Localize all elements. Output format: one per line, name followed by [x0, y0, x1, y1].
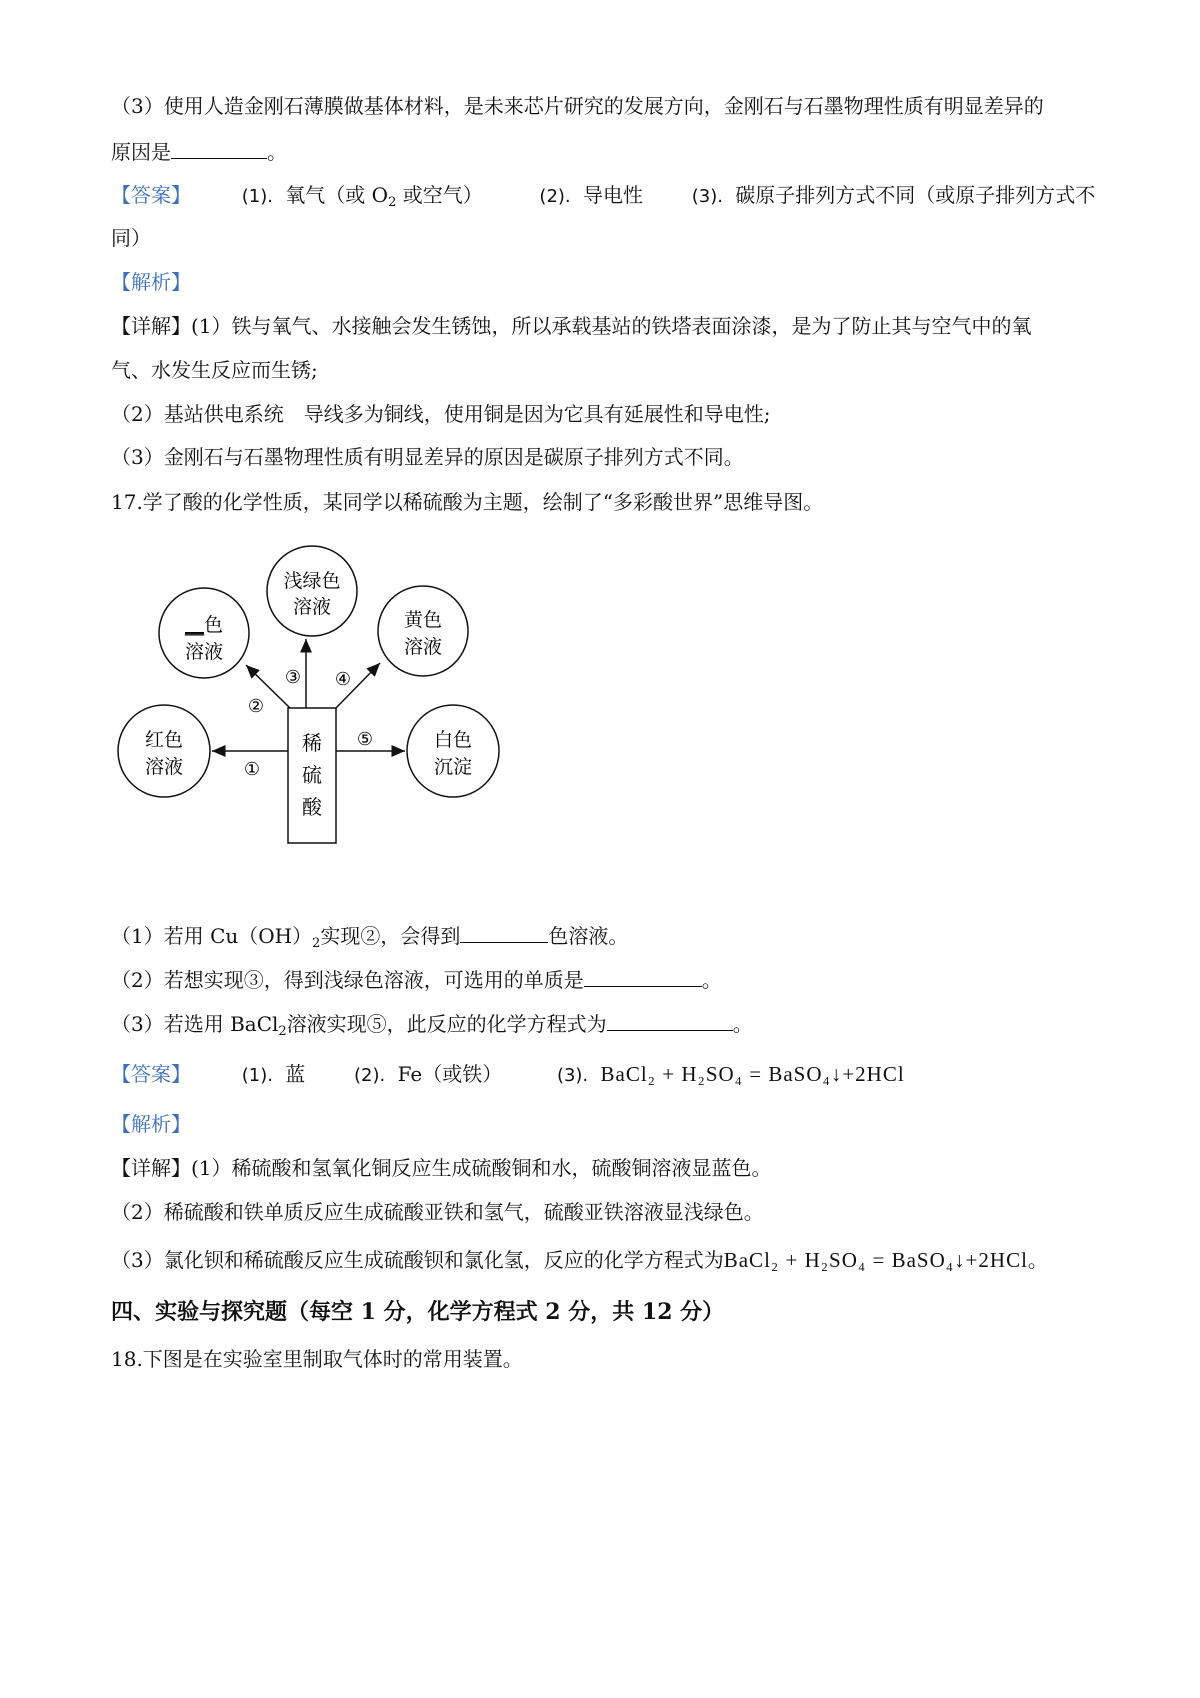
q16-part3-line1: （3）使用人造金刚石薄膜做基体材料，是未来芯片研究的发展方向，金刚石与石墨物理性质有明显差异的	[111, 94, 1044, 118]
q16-detail-1-line1: 【详解】(1）铁与氧气、水接触会发生锈蚀，所以承载基站的铁塔表面涂漆，是为了防止其与空气中的氧	[111, 314, 1032, 338]
answer-tag: 【答案】	[111, 1062, 191, 1086]
q16-detail-2: （2）基站供电系统 导线多为铜线，使用铜是因为它具有延展性和导电性;	[111, 402, 771, 426]
center-char-2: 硫	[302, 763, 322, 787]
q18-stem: 18.下图是在实验室里制取气体时的常用装置。	[111, 1347, 523, 1371]
answer-3-number: (3).	[691, 186, 723, 207]
node-red-line2: 溶液	[144, 756, 184, 778]
q17-question-1: （1）若用 $Cu(OH)_2$实现②，会得到 色溶液。	[111, 924, 629, 951]
answer-3-number: (3).	[556, 1065, 589, 1086]
arrow-label-2: ②	[247, 696, 265, 717]
q17-detail-2: （2）稀硫酸和铁单质反应生成硫酸亚铁和氢气，硫酸亚铁溶液显浅绿色。	[111, 1200, 764, 1224]
q16-part3-prefix: 原因是	[111, 140, 171, 164]
q17-question-2: （2）若想实现③，得到浅绿色溶液，可选用的单质是 。	[111, 968, 722, 992]
q16-part3-line2	[111, 138, 1089, 166]
q17-question-3: （3）若选用 BaCl$_2$溶液实现⑤，此反应的化学方程式为 。	[111, 1012, 753, 1039]
node-white	[407, 705, 499, 797]
answer-blank	[584, 968, 702, 987]
node-blank-color-line2: 溶液	[184, 641, 224, 663]
arrow-label-1: ①	[243, 759, 261, 780]
node-light-green-line2: 溶液	[292, 596, 332, 618]
answer-3-text: 碳原子排列方式不同（或原子排列方式不	[735, 183, 1096, 207]
answer-1-text: 氧气（或 $O_2$ 或空气）	[285, 183, 483, 210]
q16-answer-cont: 同）	[111, 226, 151, 250]
node-light-green-line1: 浅绿色	[283, 570, 341, 592]
answer-blank	[171, 140, 267, 159]
arrow-label-3: ③	[284, 667, 302, 688]
node-yellow-line2: 溶液	[403, 636, 443, 658]
q16-analysis-tag: 【解析】	[111, 270, 191, 294]
q16-detail-3: （3）金刚石与石墨物理性质有明显差异的原因是碳原子排列方式不同。	[111, 445, 744, 469]
arrow-label-4: ④	[334, 669, 352, 690]
mind-map-diagram	[110, 545, 520, 850]
q17-stem: 17.学了酸的化学性质，某同学以稀硫酸为主题，绘制了“多彩酸世界”思维导图。	[111, 490, 824, 514]
answer-2-text: Fe（或铁）	[397, 1062, 503, 1086]
node-red-line1: 红色	[144, 729, 184, 751]
node-yellow-line1: 黄色	[403, 609, 443, 631]
section-4-title: 四、实验与探究题（每空 1 分，化学方程式 2 分，共 12 分）	[111, 1299, 725, 1325]
answer-1-number: (1).	[241, 1065, 273, 1086]
arrow-label-5: ⑤	[356, 729, 374, 750]
node-yellow	[378, 586, 468, 676]
center-char-3: 酸	[302, 795, 322, 819]
q17-analysis-tag: 【解析】	[111, 1112, 191, 1136]
answer-3-equation: BaCl₂ + H₂SO₄ = BaSO₄↓+2HCl	[600, 1062, 905, 1086]
q16-detail-1-line2: 气、水发生反应而生锈;	[111, 358, 318, 382]
answer-2-number: (2).	[354, 1065, 386, 1086]
q16-part3-suffix: 。	[267, 140, 287, 164]
node-white-line1: 白色	[433, 729, 473, 751]
node-red	[118, 705, 210, 797]
q17-detail-3: （3）氯化钡和稀硫酸反应生成硫酸钡和氯化氢，反应的化学方程式为BaCl₂ + H₂SO₄ = BaSO₄↓+2HCl。	[111, 1248, 1048, 1272]
node-white-line2: 沉淀	[433, 756, 473, 778]
answer-tag: 【答案】	[111, 183, 191, 207]
center-char-1: 稀	[302, 731, 322, 755]
q16-answer-line	[111, 181, 1096, 217]
node-blank-color-line1: __色	[184, 614, 224, 636]
answer-blank	[607, 1012, 733, 1031]
answer-1-text: 蓝	[285, 1062, 306, 1086]
detail-equation: BaCl₂ + H₂SO₄ = BaSO₄↓+2HCl	[723, 1248, 1028, 1272]
answer-2-text: 导电性	[583, 183, 643, 207]
answer-blank	[460, 924, 548, 943]
q17-answer-line	[111, 1060, 1089, 1090]
q17-detail-1: 【详解】(1）稀硫酸和氢氧化铜反应生成硫酸铜和水，硫酸铜溶液显蓝色。	[111, 1156, 772, 1180]
answer-1-number: (1).	[241, 186, 273, 207]
answer-2-number: (2).	[539, 186, 571, 207]
